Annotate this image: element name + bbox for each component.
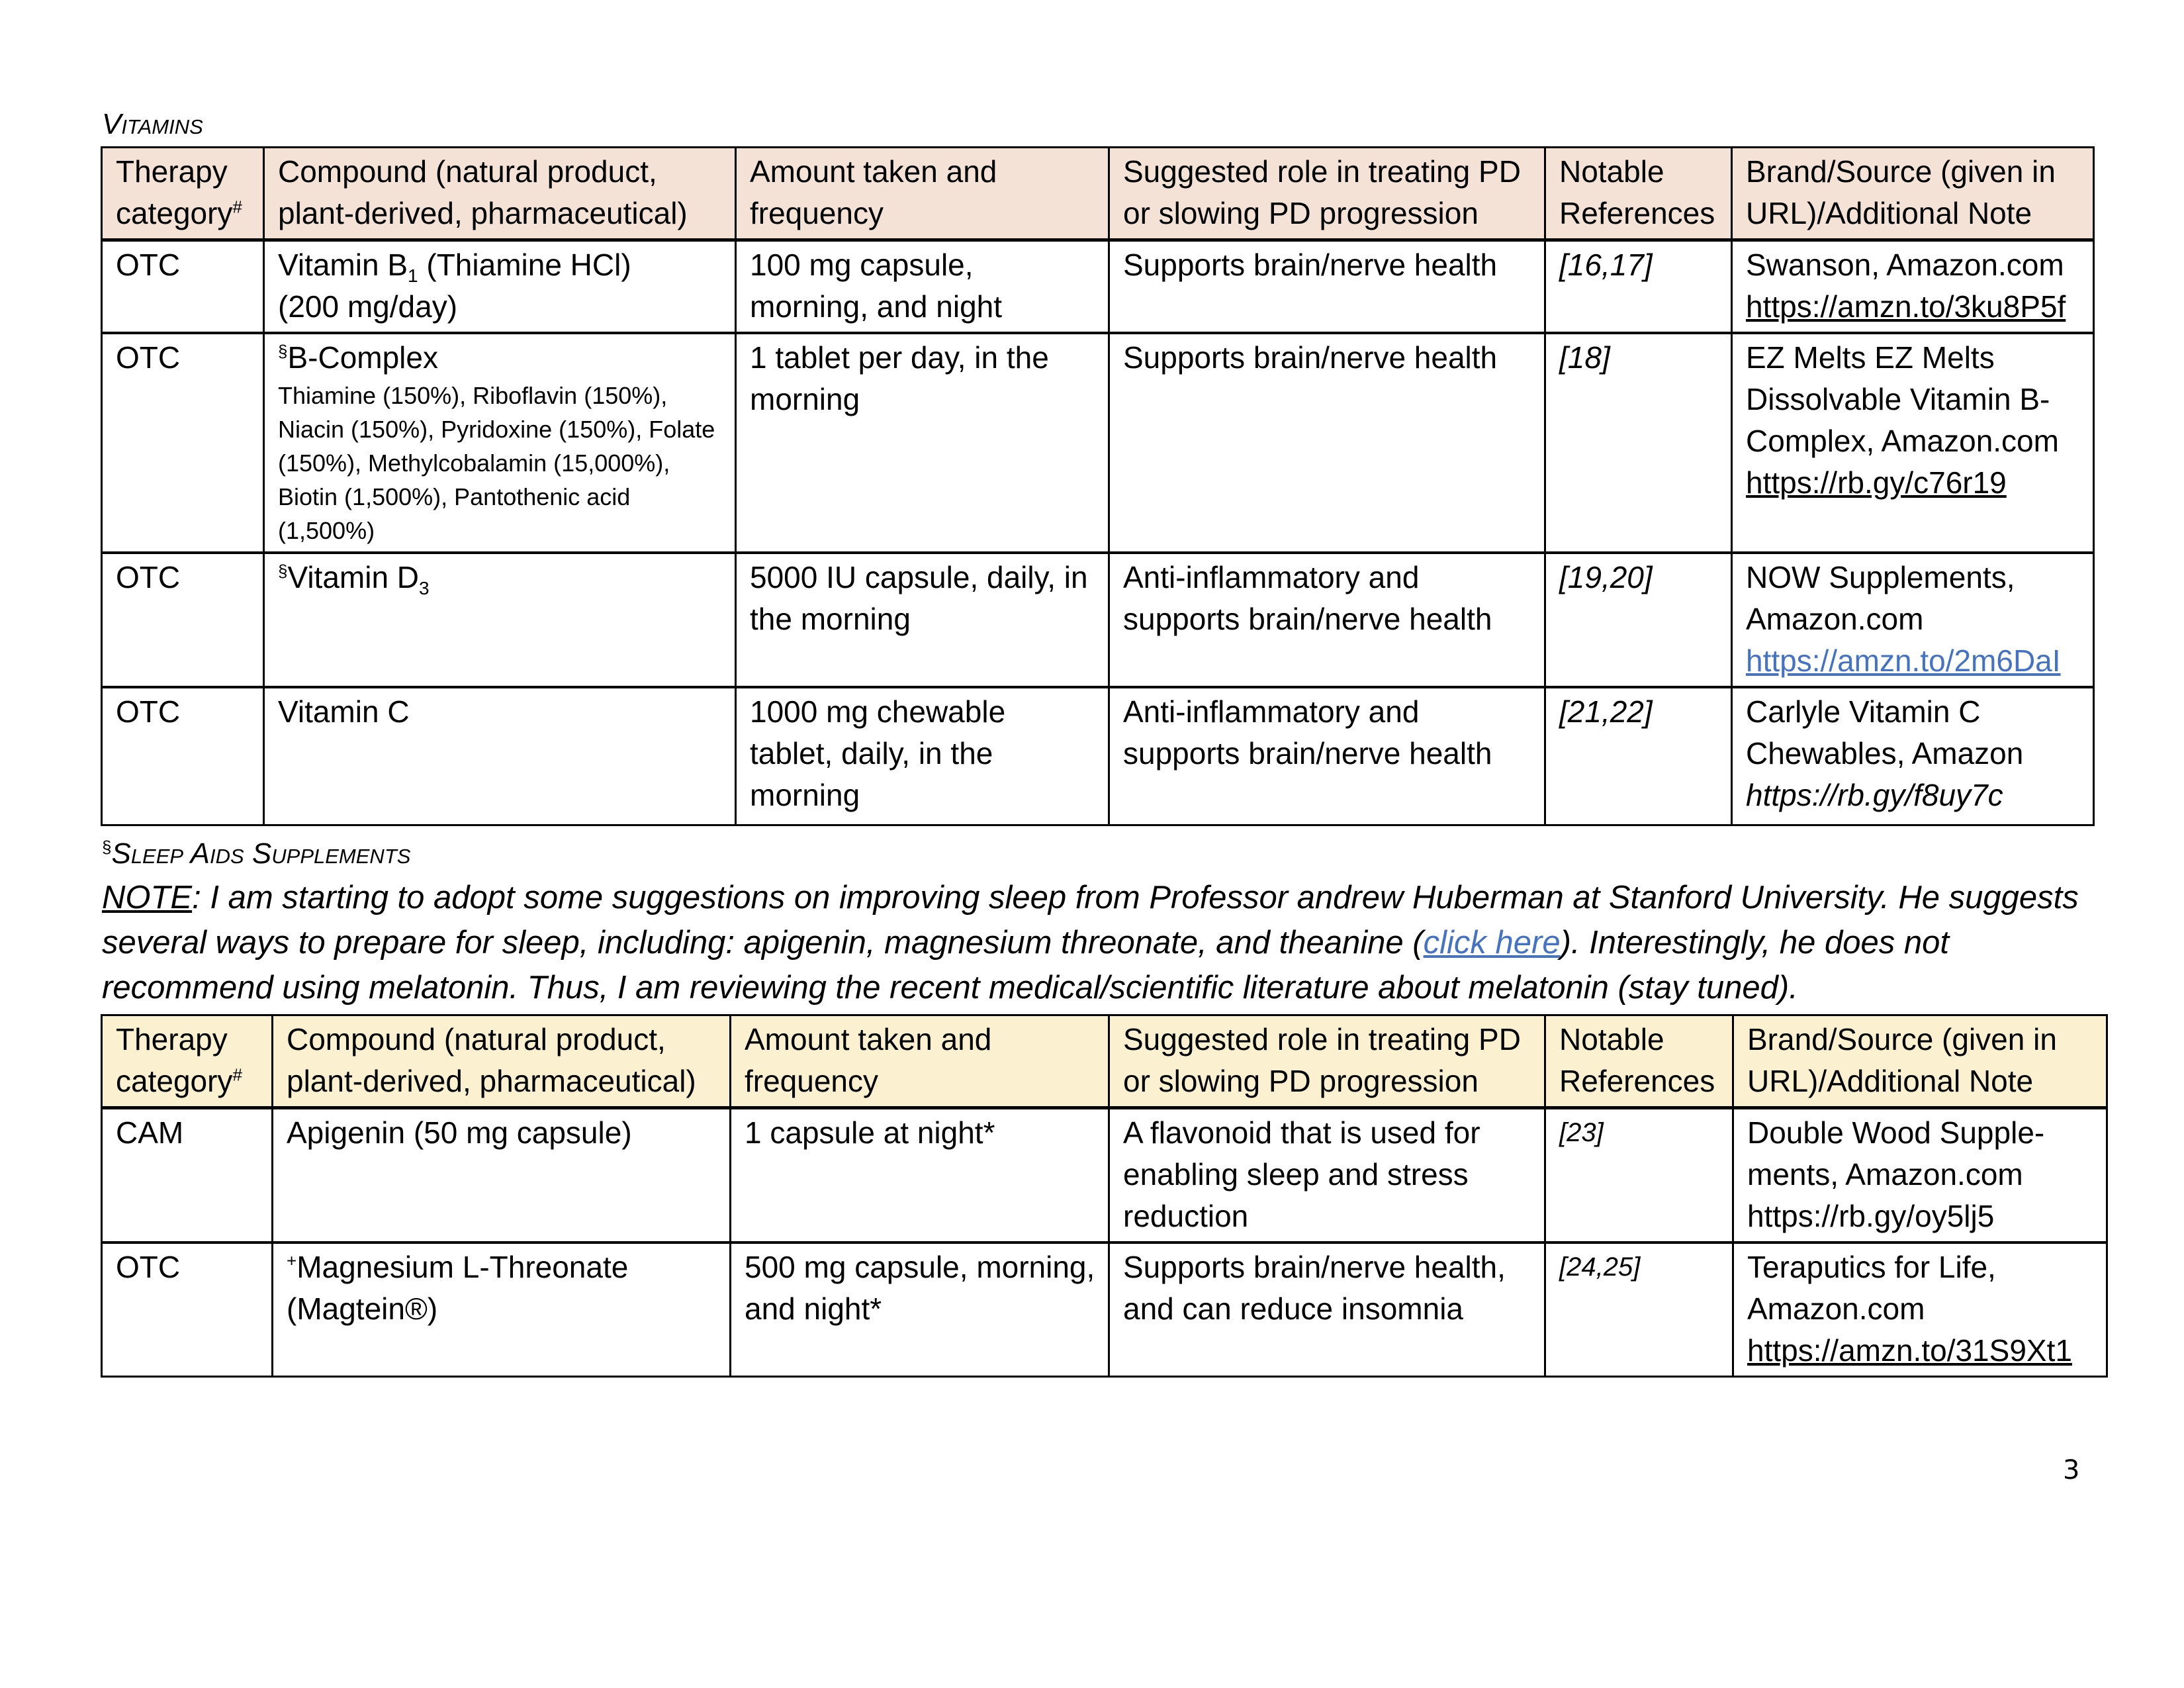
cell-compound: Vitamin $B_1$ (Thiamine HCl) (200 mg/day) xyxy=(264,240,736,334)
cell-category: OTC xyxy=(102,553,264,687)
cell-category: OTC xyxy=(102,1243,273,1377)
header-references: Notable References xyxy=(1545,148,1732,240)
page-number: 3 xyxy=(2063,1455,2080,1485)
header-role: Suggested role in treating PD or slowing PD progression xyxy=(1109,148,1545,240)
cell-references: [24,25] xyxy=(1545,1243,1733,1377)
brand-link[interactable]: https://rb.gy/f8uy7c xyxy=(1746,778,2003,812)
sleep-title-text: Sleep Aids Supplements xyxy=(111,837,411,870)
header-compound: Compound (natural product, plant-derived, pharmaceutical) xyxy=(264,148,736,240)
cell-references: [18] xyxy=(1545,333,1732,553)
vitamins-table xyxy=(101,146,2095,826)
cell-amount: 100 mg capsule, morning, and night xyxy=(736,240,1109,334)
cell-compound: +Magnesium L-Threonate (Magtein®) xyxy=(273,1243,731,1377)
cell-category: OTC xyxy=(102,240,264,334)
cell-category: OTC xyxy=(102,687,264,825)
cell-brand: EZ Melts EZ Melts Dissolvable Vitamin B-Complex, Amazon.com https://rb.gy/c76r19 xyxy=(1732,333,2094,553)
cell-compound: §Vitamin $D_3$ xyxy=(264,553,736,687)
header-brand: Brand/Source (given in URL)/Additional Note xyxy=(1733,1015,2107,1108)
cell-role: Supports brain/nerve health, and can reduce insomnia xyxy=(1109,1243,1545,1377)
table-row xyxy=(102,240,2094,334)
compound-detail: Thiamine (150%), Riboflavin (150%), Niacin (150%), Pyridoxine (150%), Folate (150%), Methylcobalamin (15,000%), Biotin (1,500%), Pantothenic acid (1,500%) xyxy=(278,382,715,544)
cell-compound: §B-Complex Thiamine (150%), Riboflavin (150%), Niacin (150%), Pyridoxine (150%), Folate (150%), Methylcobalamin (15,000%), Biotin (1,500%), Pantothenic acid (1,500%) xyxy=(264,333,736,553)
sleep-note: NOTE: I am starting to adopt some suggestions on improving sleep from Professor andrew Huberman at Stanford University. He suggests several ways to prepare for sleep, including: apigenin, magnesium threonate, and theanine (click here). Interestingly, he does not recommend using melatonin. Thus, I am reviewing the recent medical/scientific literature about melatonin (stay tuned). xyxy=(102,880,2079,1006)
brand-link[interactable]: https://amzn.to/3ku8P5f xyxy=(1746,289,2066,324)
cell-role: Supports brain/nerve health xyxy=(1109,333,1545,553)
cell-amount: 1 capsule at night* xyxy=(731,1108,1109,1243)
cell-category: CAM xyxy=(102,1108,273,1243)
cell-role: Supports brain/nerve health xyxy=(1109,240,1545,334)
vitamins-table-header xyxy=(102,148,2094,240)
cell-brand: Carlyle Vitamin C Chewables, Amazon https://rb.gy/f8uy7c xyxy=(1732,687,2094,825)
cell-role: A flavonoid that is used for enabling sleep and stress reduction xyxy=(1109,1108,1545,1243)
brand-link[interactable]: https://rb.gy/oy5lj5 xyxy=(1747,1199,1995,1233)
cell-references: [16,17] xyxy=(1545,240,1732,334)
cell-category: OTC xyxy=(102,333,264,553)
cell-amount: 1000 mg chewable tablet, daily, in the morning xyxy=(736,687,1109,825)
brand-link[interactable]: https://amzn.to/2m6DaI xyxy=(1746,643,2061,678)
table-row xyxy=(102,553,2094,687)
note-label: NOTE xyxy=(102,880,193,915)
cell-references: [21,22] xyxy=(1545,687,1732,825)
header-references: Notable References xyxy=(1545,1015,1733,1108)
header-category: Therapy category# xyxy=(102,148,264,240)
header-category: Therapy category# xyxy=(102,1015,273,1108)
table-row xyxy=(102,1243,2107,1377)
click-here-link[interactable]: click here xyxy=(1423,925,1561,961)
cell-role: Anti-inflammatory and supports brain/nerve health xyxy=(1109,553,1545,687)
cell-amount: 5000 IU capsule, daily, in the morning xyxy=(736,553,1109,687)
table-row xyxy=(102,333,2094,553)
header-amount: Amount taken and frequency xyxy=(731,1015,1109,1108)
vitamins-title-text: Vitamins xyxy=(102,108,203,140)
cell-role: Anti-inflammatory and supports brain/nerve health xyxy=(1109,687,1545,825)
header-brand: Brand/Source (given in URL)/Additional Note xyxy=(1732,148,2094,240)
cell-brand: NOW Supplements, Amazon.com https://amzn.to/2m6DaI xyxy=(1732,553,2094,687)
cell-compound: Apigenin (50 mg capsule) xyxy=(273,1108,731,1243)
sleep-table xyxy=(101,1014,2108,1378)
vitamins-section-title xyxy=(102,106,203,143)
cell-brand: Swanson, Amazon.com https://amzn.to/3ku8P5f xyxy=(1732,240,2094,334)
cell-references: [23] xyxy=(1545,1108,1733,1243)
table-row xyxy=(102,1108,2107,1243)
brand-link[interactable]: https://rb.gy/c76r19 xyxy=(1746,465,2007,500)
cell-compound: Vitamin C xyxy=(264,687,736,825)
cell-amount: 500 mg capsule, morning, and night* xyxy=(731,1243,1109,1377)
header-role: Suggested role in treating PD or slowing PD progression xyxy=(1109,1015,1545,1108)
cell-amount: 1 tablet per day, in the morning xyxy=(736,333,1109,553)
cell-references: [19,20] xyxy=(1545,553,1732,687)
cell-brand: Teraputics for Life, Amazon.com https://amzn.to/31S9Xt1 xyxy=(1733,1243,2107,1377)
table-row xyxy=(102,687,2094,825)
header-compound: Compound (natural product, plant-derived, pharmaceutical) xyxy=(273,1015,731,1108)
sleep-table-header xyxy=(102,1015,2107,1108)
cell-brand: Double Wood Supple-ments, Amazon.com https://rb.gy/oy5lj5 xyxy=(1733,1108,2107,1243)
brand-link[interactable]: https://amzn.to/31S9Xt1 xyxy=(1747,1333,2072,1368)
header-amount: Amount taken and frequency xyxy=(736,148,1109,240)
sleep-section-title: §Sleep Aids Supplements xyxy=(102,837,411,870)
